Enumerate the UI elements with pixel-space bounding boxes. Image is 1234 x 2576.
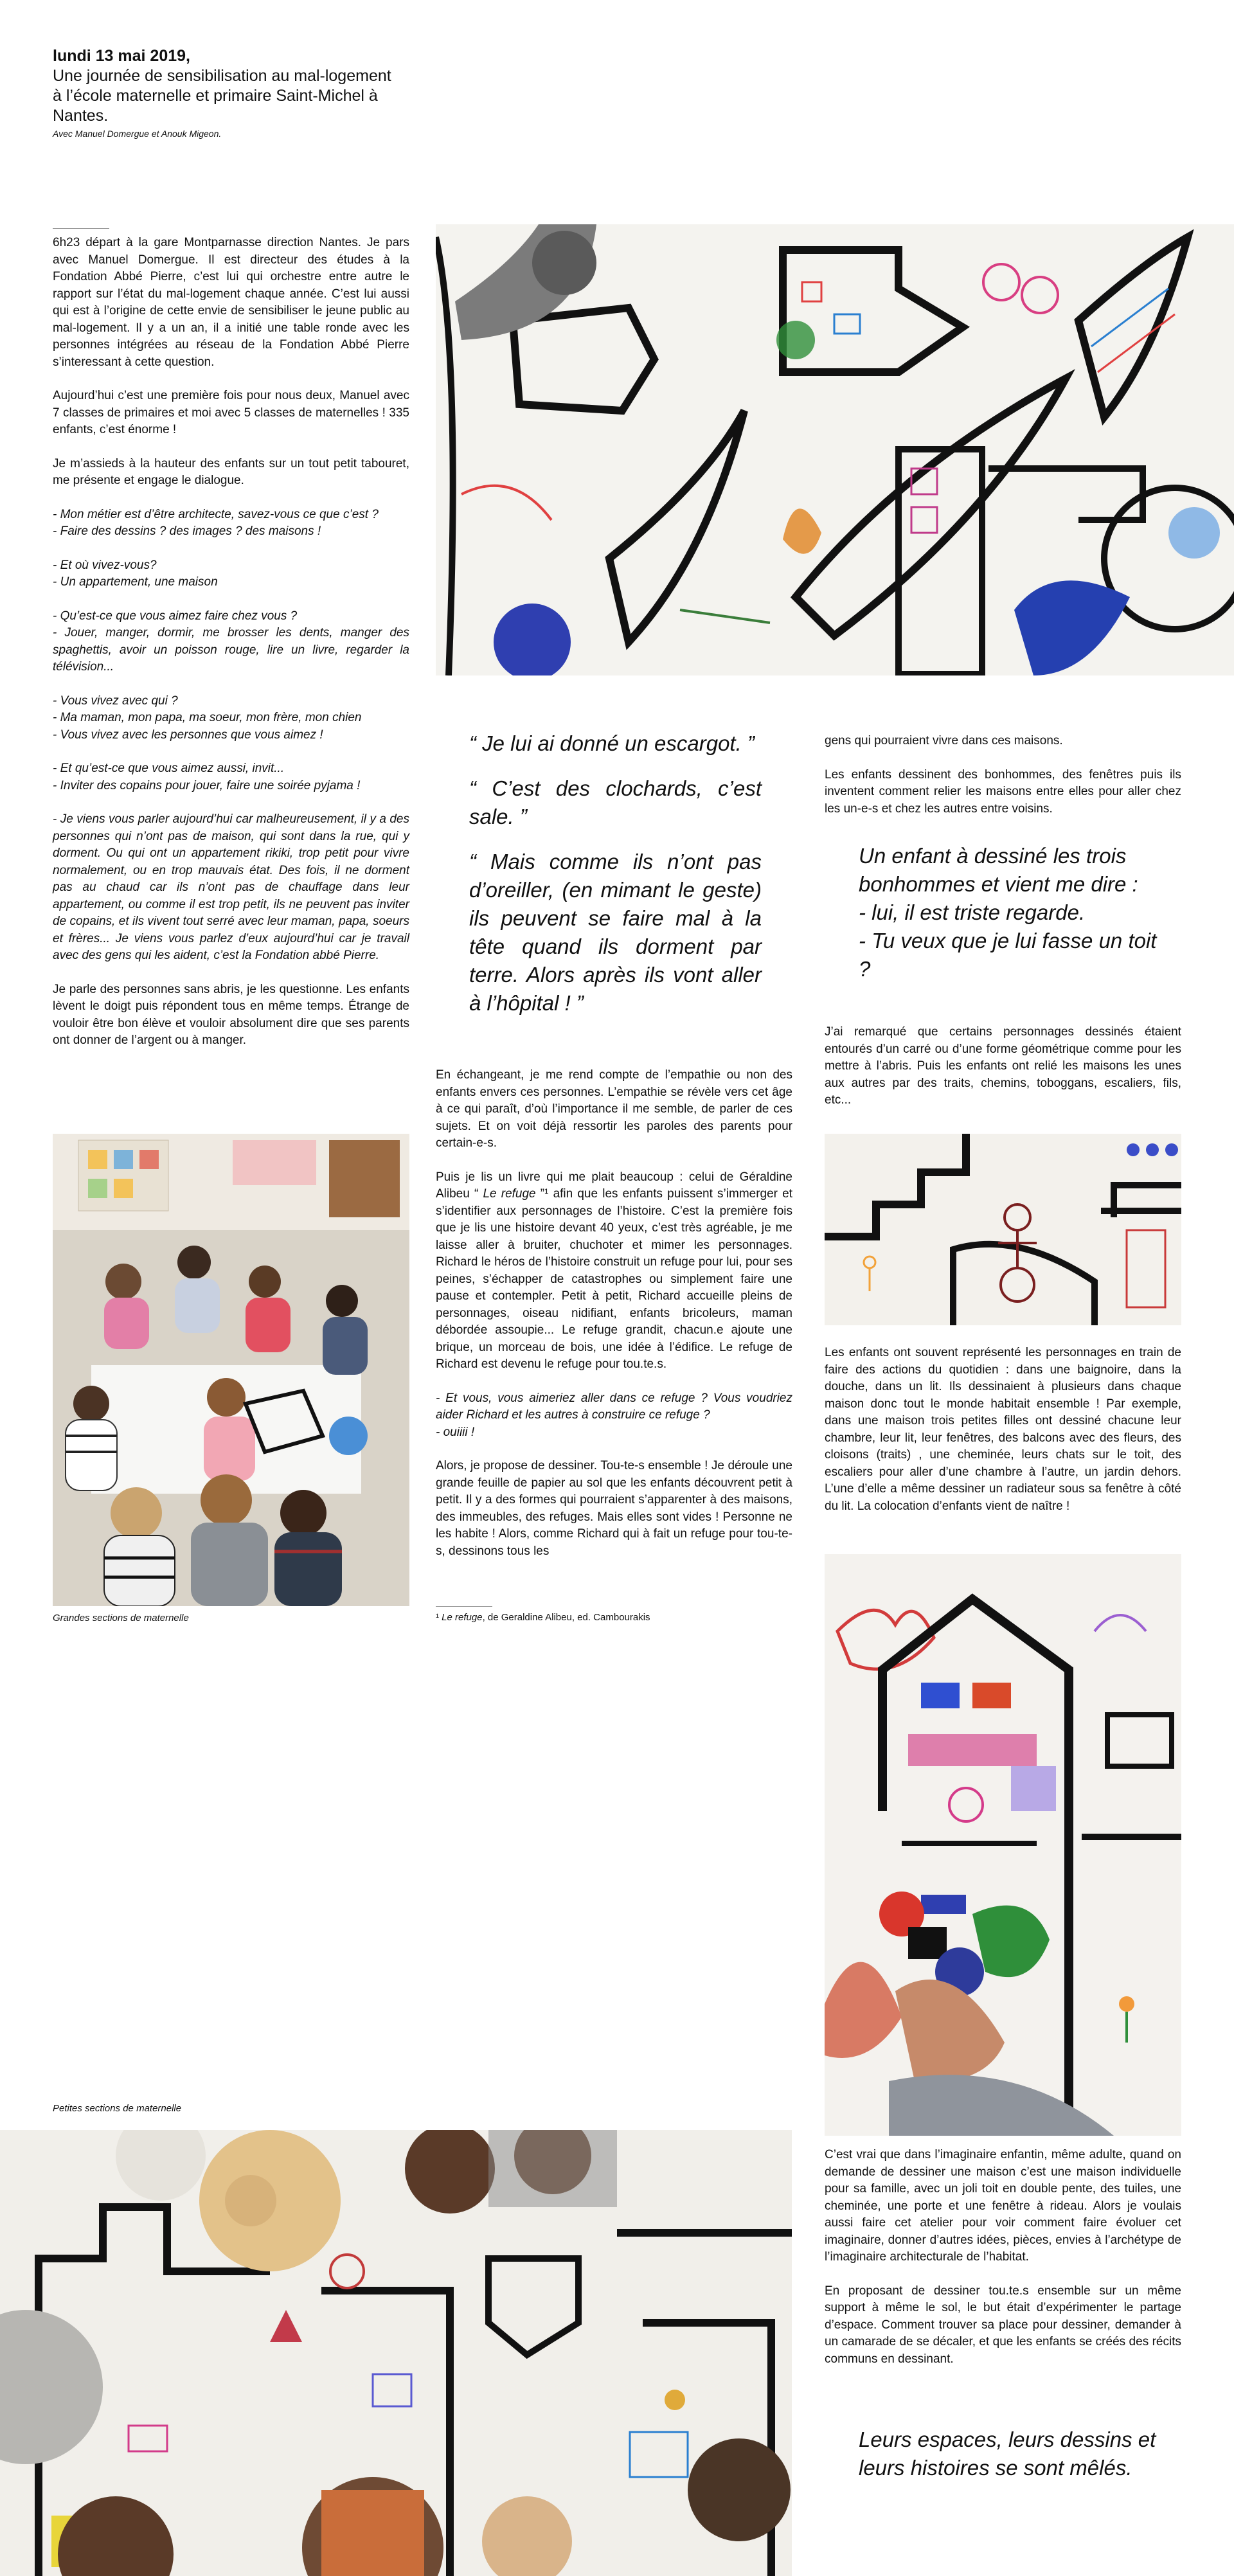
- children-quotes: [469, 729, 762, 1034]
- dialogue-block: - Je viens vous parler aujourd’hui car malheureusement, il y a des personnes qui n’ont pas de maison, qui sont dans la rue, qui y dorment. Ou qui ont un appartement rikiki, trop petit pour vivre normalement, ou en trop mauvais état. Des fois, il ne dorment pas au chaud car ils n’ont pas de chauffage dans leur appartement, ou comme il est trop petit, ils ne peuvent pas inviter de copains, et ils vivent tout serré avec leur maman, papa, soeurs et frères... Je viens vous parlez d’eux aujourd’hui car je travail avec des gens qui les aident, c’est la Fondation abbé Pierre.: [53, 812, 409, 962]
- paragraph: C’est vrai que dans l’imaginaire enfantin, même adulte, quand on demande de dessiner une maison c’est une maison individuelle pour sa famille, avec un joli toit en double pente, des tuiles, une cheminée, une porte et une fenêtre à rideau. Alors je voulais aussi faire cet atelier pour voir comment faire évoluer cet imaginaire, donner d’autres idées, pièces, envies à l’archétype de l’imaginaire architecturale de l’habitat.: [825, 2148, 1181, 2264]
- paragraph: Je parle des personnes sans abris, je les questionne. Les enfants lèvent le doigt puis répondent tous en même temps. Étrange de vouloir être bon élève et vouloir absolument dire que ses parents ont donner de l’argent ou à manger.: [53, 982, 409, 1047]
- house-drawing-photo: [825, 1554, 1181, 2136]
- paragraph: Puis je lis un livre qui me plait beaucoup : celui de Géraldine Alibeu “ Le refuge ”¹ afin que les enfants puissent s’immerger et s’identifier aux personnages de l’histoire. C’est la première fois que je lis une histoire devant 40 yeux, c’est très agréable, je me laisse aller à bruiter, chuchoter et mimer les personnages. Richard le héros de l’histoire construit un refuge pour lui, pour ses peines, s’échapper de catastrophes ou simplement faire une pause et contempler. Petit à petit, Richard accueille pleins de personnages, oiseau nidifiant, enfants bricoleurs, maman débordée assoupie... Le refuge grandit, chacun.e ajoute une brique, un morceau de bois, une idée à l’édifice. Le refuge de Richard est devenu le refuge pour tou.te.s.: [436, 1170, 792, 1371]
- column-1-text: [53, 235, 409, 1066]
- article-authors: Avec Manuel Domergue et Anouk Migeon.: [53, 129, 222, 139]
- dialogue-block: - Vous vivez avec qui ? - Ma maman, mon papa, ma soeur, mon frère, mon chien - Vous vivez avec les personnes que vous aimez !: [53, 693, 362, 742]
- paragraph: Aujourd’hui c’est une première fois pour nous deux, Manuel avec 7 classes de primaires et moi avec 5 classes de maternelles ! 335 enfants, c’est énorme !: [53, 389, 409, 436]
- dialogue-block: - Et qu’est-ce que vous aimez aussi, invit... - Inviter des copains pour jouer, faire une soirée pyjama !: [53, 762, 361, 792]
- petites-sections-photo: [0, 2130, 792, 2576]
- quote-line: leurs histoires se sont mêlés.: [859, 2456, 1132, 2480]
- quote: “ Mais comme ils n’ont pas d’oreiller, (en mimant le geste) ils peuvent se faire mal à la tête quand ils dorment par terre. Alors après ils vont aller à l’hôpital ! ”: [469, 850, 762, 1015]
- dialogue-block: - Qu’est-ce que vous aimez faire chez vous ? - Jouer, manger, dormir, me brosser les dents, manger des spaghettis, avoir un poisson rouge, lire un livre, regarder la télévision...: [53, 609, 409, 674]
- column-3-text-b: [825, 1345, 1181, 1532]
- paragraph: J’ai remarqué que certains personnages dessinés étaient entourés d’un carré ou d’une forme géométrique comme pour les mettre à l’abris. Puis les enfants ont relié les maisons les unes aux autres par des traits, chemins, toboggans, escaliers, fils, etc...: [825, 1025, 1181, 1107]
- column-3-intro: [825, 733, 1181, 834]
- quote-line: - lui, il est triste regarde.: [859, 900, 1086, 924]
- paragraph: En échangeant, je me rend compte de l’empathie ou non des enfants envers ces personnes. L’empathie se révèle vers cet âge à ce qui paraît, d’où l’importance il me semble, de parler de ces sujets. Et on voit déjà ressortir les paroles des parents pour certain-e-s.: [436, 1068, 792, 1150]
- photo-caption: Petites sections de maternelle: [53, 2103, 182, 2114]
- paragraph: Je m’assieds à la hauteur des enfants sur un tout petit tabouret, me présente et engage le dialogue.: [53, 456, 409, 487]
- article-header: [53, 46, 425, 139]
- paragraph: gens qui pourraient vivre dans ces maisons.: [825, 734, 1063, 747]
- paragraph: Alors, je propose de dessiner. Tou-te-s ensemble ! Je déroule une grande feuille de papier au sol que les enfants découvrent petit à petit. Il y a des formes qui pourraient s’apparenter à des maisons, des immeubles, des refuges. Mais elles sont vides ! Personne ne les habite ! Alors, comme Richard qui à fait un refuge pour tou-te-s, dessinons tous les: [436, 1459, 792, 1558]
- footnote: ¹ Le refuge, de Geraldine Alibeu, ed. Cambourakis: [436, 1612, 650, 1623]
- article-date: lundi 13 mai 2019,: [53, 47, 190, 65]
- classroom-photo: [53, 1134, 409, 1606]
- article-title: [53, 66, 425, 126]
- drawing-detail-photo: [825, 1134, 1181, 1325]
- footnote-rule: [436, 1606, 492, 1607]
- paragraph: Les enfants dessinent des bonhommes, des fenêtres puis ils inventent comment relier les maisons entre elles pour aller chez les un-e-s et chez les autres entre voisins.: [825, 767, 1181, 816]
- title-line: Une journée de sensibilisation au mal-logement: [53, 67, 391, 85]
- column-3-text-a: [825, 1024, 1181, 1126]
- child-quote: [859, 842, 1167, 983]
- closing-quote: [859, 2426, 1180, 2482]
- column-rule: [53, 228, 109, 229]
- paragraph: En proposant de dessiner tou.te.s ensemble sur un même support à même le sol, le but était d’expérimenter le partage d’espace. Comment trouver sa place pour dessiner, demander à un camarade de se décaler, et que les enfants se créés des récits communs en dessinant.: [825, 2284, 1181, 2366]
- photo-caption: Grandes sections de maternelle: [53, 1613, 189, 1623]
- quote-line: - Tu veux que je lui fasse un toit ?: [859, 929, 1157, 981]
- dialogue-block: - Et où vivez-vous? - Un appartement, une maison: [53, 558, 218, 589]
- quote-line: Un enfant à dessiné les trois bonhommes et vient me dire :: [859, 844, 1138, 896]
- column-3-text-c: [825, 2147, 1181, 2384]
- quote: “ Je lui ai donné un escargot. ”: [469, 731, 755, 755]
- title-line: à l’école maternelle et primaire Saint-Michel à: [53, 87, 378, 105]
- paragraph: Les enfants ont souvent représenté les personnages en train de faire des actions du quotidien : dans une baignoire, dans la douche, dans un lit. Ils dessinaient à plusieurs dans chaque maison donc tout le monde habitait ensemble ! Par exemple, dans une maison trois petites filles ont dessiné chacune leur chambre, leur lit, leur fenêtres, des balcons avec des fleurs, des cloisons (traits) , une cheminée, leurs chats sur le toit, des escaliers pour aller d’une chambre à l’autre, un jardin dehors. L’une d’elle a même dessiner un radiateur sous sa fenêtre à côté du lit. La colocation d’enfants vient de naître !: [825, 1346, 1181, 1513]
- collective-drawing-photo: [436, 224, 1234, 675]
- quote-line: Leurs espaces, leurs dessins et: [859, 2428, 1156, 2451]
- paragraph: 6h23 départ à la gare Montparnasse direction Nantes. Je pars avec Manuel Domergue. Il est directeur des études à la Fondation Abbé Pierre, c’est lui qui orchestre entre autre le rapport sur l’état du mal-logement chaque année. C’est lui aussi qui est à l’origine de cette envie de sensibiliser le jeune public au mal-logement. Il y a un an, il a initié une table ronde avec les personnes intégrées au réseau de la Fondation Abbé Pierre s’interessant à cette question.: [53, 236, 409, 369]
- title-line: Nantes.: [53, 107, 109, 125]
- dialogue-block: - Et vous, vous aimeriez aller dans ce refuge ? Vous voudriez aider Richard et les autres à construire ce refuge ? - ouiiii !: [436, 1391, 792, 1439]
- column-2-text: [436, 1067, 792, 1577]
- dialogue-block: - Mon métier est d’être architecte, savez-vous ce que c’est ? - Faire des dessins ? des images ? des maisons !: [53, 507, 379, 538]
- quote: “ C’est des clochards, c’est sale. ”: [469, 776, 762, 828]
